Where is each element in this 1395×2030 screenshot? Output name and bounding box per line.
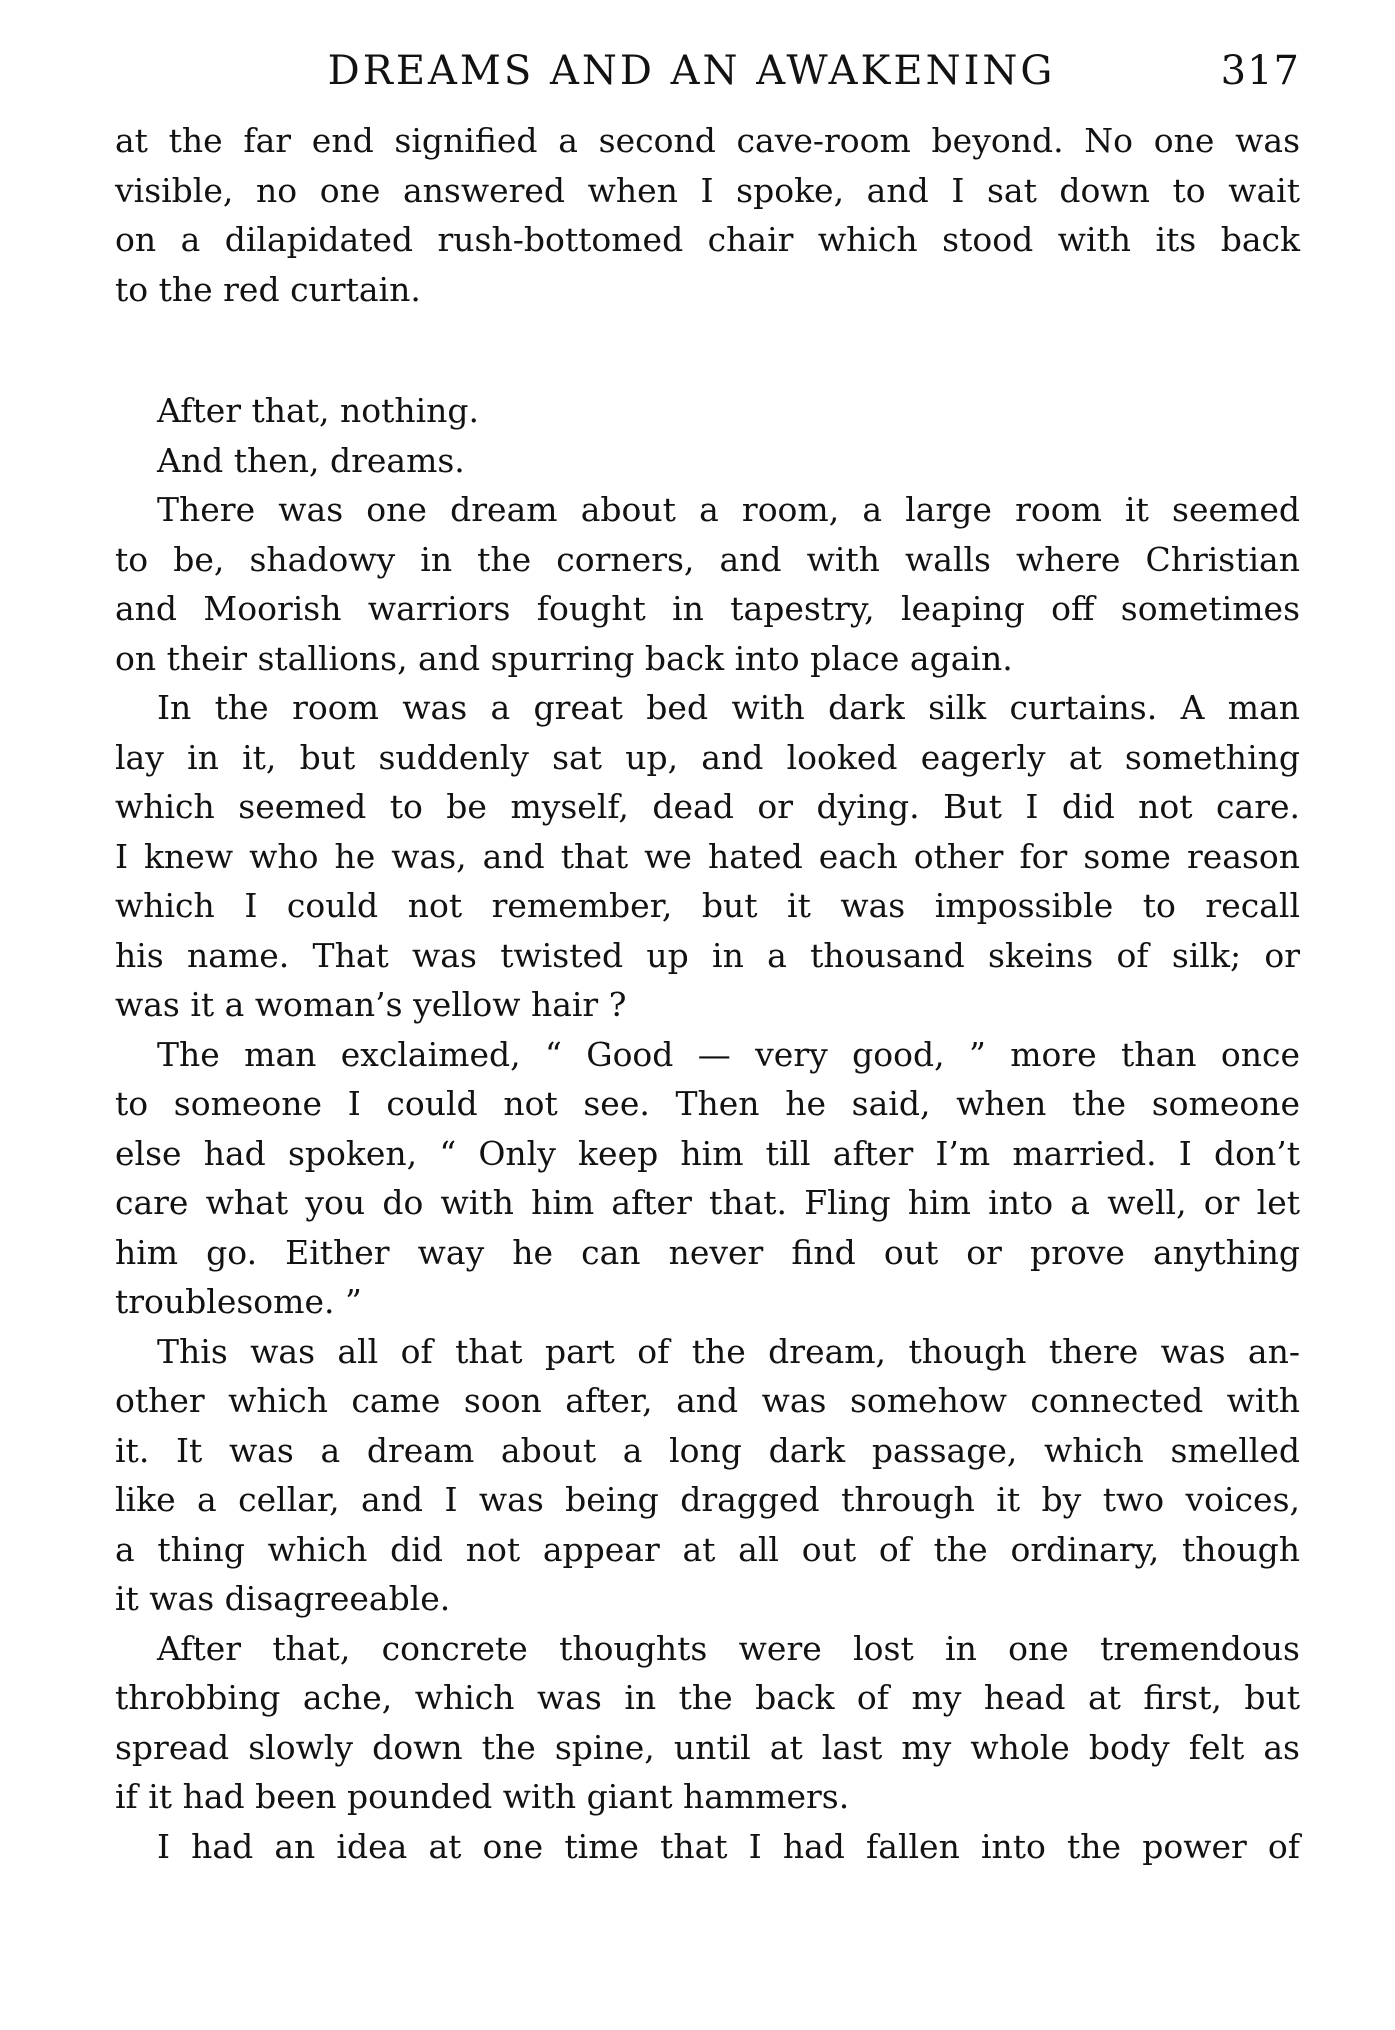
page-number: 317 [1220,48,1300,94]
text-line: it. It was a dream about a long dark passage, which smelled [115,1430,1300,1470]
page-header [115,48,1300,94]
text-line: to the red curtain. [115,269,421,309]
text-line: at the far end signified a second cave-room beyond. No one was [115,121,1300,160]
text-line: lay in it, but suddenly sat up, and looked eagerly at something [115,737,1300,777]
paragraph [115,436,1300,486]
text-line: it was disagreeable. [115,1579,451,1618]
text-line: to someone I could not see. Then he said, when the someone [115,1084,1300,1123]
text-line: After that, nothing. [157,391,480,430]
paragraph [115,1030,1300,1327]
text-line: This was all of that part of the dream, though there was an- [157,1331,1300,1371]
text-line: In the room was a great bed with dark silk curtains. A man [157,688,1300,727]
text-line: which seemed to be myself, dead or dying. But I did not care. [115,787,1300,826]
text-line: spread slowly down the spine, until at last my whole body felt as [115,1727,1300,1767]
text-line: care what you do with him after that. Fling him into a well, or let [115,1183,1300,1222]
text-line: troublesome. ” [115,1282,362,1321]
paragraph [115,386,1300,436]
text-line: I knew who he was, and that we hated each other for some reason [115,836,1300,876]
paragraph [115,1624,1300,1822]
text-line: other which came soon after, and was somehow connected with [115,1381,1300,1420]
text-line: a thing which did not appear at all out of the ordinary, though [115,1529,1300,1569]
text-line: else had spoken, “ Only keep him till after I’m married. I don’t [115,1133,1300,1173]
text-line: on their stallions, and spurring back into place again. [115,638,1013,678]
text-line: to be, shadowy in the corners, and with walls where Christian [115,539,1300,579]
text-line: and Moorish warriors fought in tapestry, leaping off sometimes [115,589,1300,628]
text-line: I had an idea at one time that I had fallen into the power of [157,1826,1300,1866]
running-head-title: DREAMS AND AN AWAKENING [327,48,1056,94]
paragraph [115,485,1300,683]
text-line: like a cellar, and I was being dragged through it by two voices, [115,1480,1300,1519]
paragraph [115,683,1300,1030]
text-line: him go. Either way he can never find out or prove anything [115,1232,1300,1272]
text-line: on a dilapidated rush-bottomed chair which stood with its back [115,220,1300,259]
text-line: was it a woman’s yellow hair ? [115,985,627,1024]
text-line: if it had been pounded with giant hammers. [115,1777,850,1816]
text-line: his name. That was twisted up in a thousand skeins of silk; or [115,935,1300,975]
text-line: visible, no one answered when I spoke, and I sat down to wait [115,170,1300,210]
text-line: After that, concrete thoughts were lost in one tremendous [157,1628,1300,1668]
text-line: which I could not remember, but it was impossible to recall [115,886,1300,925]
text-line: And then, dreams. [157,440,465,480]
body-text [115,116,1300,1871]
text-line: The man exclaimed, “ Good — very good, ” more than once [157,1034,1300,1074]
paragraph [115,116,1300,314]
text-line: throbbing ache, which was in the back of my head at first, but [115,1678,1300,1717]
paragraph [115,1327,1300,1624]
text-line: There was one dream about a room, a large room it seemed [157,490,1300,529]
paragraph [115,1822,1300,1872]
